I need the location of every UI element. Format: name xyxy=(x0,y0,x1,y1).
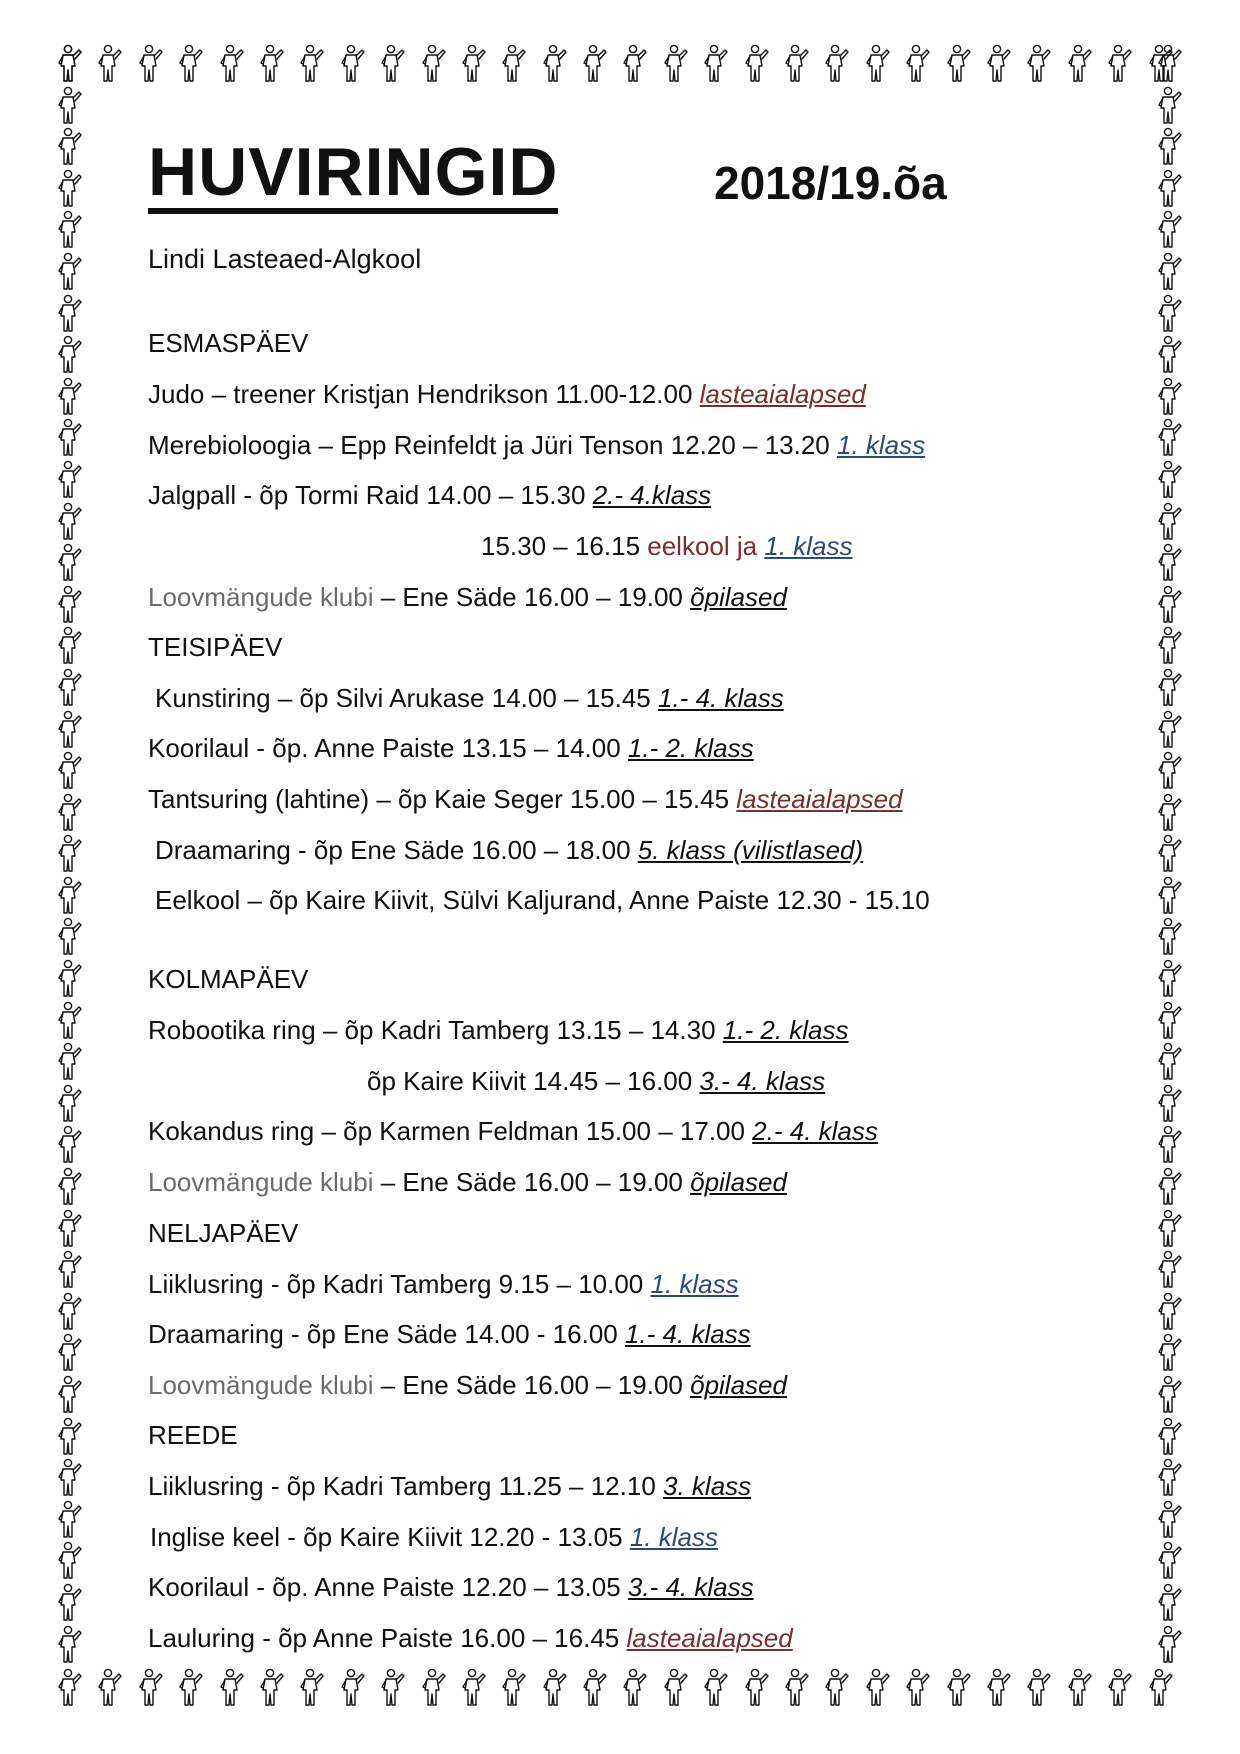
group-note: 3. klass xyxy=(663,1471,752,1501)
border-right xyxy=(1152,44,1192,1666)
person-figure-icon xyxy=(739,1668,779,1710)
person-figure-icon xyxy=(92,44,132,86)
school-year: 2018/19.õa xyxy=(714,157,947,209)
person-figure-icon xyxy=(52,793,92,835)
person-figure-icon xyxy=(52,917,92,959)
school-name: Lindi Lasteaed-Algkool xyxy=(148,244,422,274)
person-figure-icon xyxy=(52,1583,92,1625)
person-figure-icon xyxy=(52,959,92,1001)
day-heading-friday: REEDE xyxy=(148,1420,238,1450)
person-figure-icon xyxy=(52,377,92,419)
activity-text: Liiklusring - õp Kadri Tamberg 9.15 – 10.00 xyxy=(148,1269,651,1299)
person-figure-icon xyxy=(1152,1583,1192,1625)
schedule-line xyxy=(367,1068,825,1094)
person-figure-icon xyxy=(52,1417,92,1459)
schedule-line xyxy=(148,1169,787,1195)
person-figure-icon xyxy=(1152,834,1192,876)
person-figure-icon xyxy=(1152,1458,1192,1500)
person-figure-icon xyxy=(52,834,92,876)
person-figure-icon xyxy=(52,86,92,128)
person-figure-icon xyxy=(698,1668,738,1710)
person-figure-icon xyxy=(1152,1001,1192,1043)
person-figure-icon xyxy=(52,1375,92,1417)
person-figure-icon xyxy=(860,1668,900,1710)
person-figure-icon xyxy=(1152,44,1192,86)
person-figure-icon xyxy=(173,1668,213,1710)
person-figure-icon xyxy=(1152,377,1192,419)
person-figure-icon xyxy=(860,44,900,86)
group-note: õpilased xyxy=(690,1167,787,1197)
person-figure-icon xyxy=(456,1668,496,1710)
person-figure-icon xyxy=(1152,1084,1192,1126)
person-figure-icon xyxy=(1152,710,1192,752)
person-figure-icon xyxy=(1143,1668,1183,1710)
conjunction-text: ja xyxy=(729,531,765,561)
person-figure-icon xyxy=(335,44,375,86)
person-figure-icon xyxy=(52,1001,92,1043)
person-figure-icon xyxy=(52,1333,92,1375)
person-figure-icon xyxy=(52,1209,92,1251)
person-figure-icon xyxy=(1152,252,1192,294)
person-figure-icon xyxy=(1152,1125,1192,1167)
person-figure-icon xyxy=(1152,1625,1192,1667)
person-figure-icon xyxy=(52,1458,92,1500)
group-note: 2.- 4. klass xyxy=(752,1116,878,1146)
schedule-line xyxy=(155,837,863,863)
activity-text: 15.30 – 16.15 xyxy=(481,531,648,561)
activity-text: Liiklusring - õp Kadri Tamberg 11.25 – 12.10 xyxy=(148,1471,664,1501)
border-left xyxy=(52,44,92,1666)
person-figure-icon xyxy=(52,626,92,668)
schedule-line xyxy=(148,1321,751,1347)
person-figure-icon xyxy=(1152,169,1192,211)
person-figure-icon xyxy=(1152,543,1192,585)
person-figure-icon xyxy=(456,44,496,86)
activity-text: Robootika ring – õp Kadri Tamberg 13.15 – 14.30 xyxy=(148,1015,723,1045)
club-name: Loovmängude klubi xyxy=(148,1370,374,1400)
person-figure-icon xyxy=(1152,876,1192,918)
border-top xyxy=(52,44,1183,86)
activity-text: Jalgpall - õp Tormi Raid 14.00 – 15.30 xyxy=(148,480,593,510)
person-figure-icon xyxy=(133,44,173,86)
person-figure-icon xyxy=(1021,44,1061,86)
person-figure-icon xyxy=(1152,959,1192,1001)
person-figure-icon xyxy=(1102,1668,1142,1710)
activity-text: Tantsuring (lahtine) – õp Kaie Seger 15.00 – 15.45 xyxy=(148,784,737,814)
group-note: lasteaialapsed xyxy=(736,784,903,814)
activity-text: Koorilaul - õp. Anne Paiste 13.15 – 14.00 xyxy=(148,733,628,763)
person-figure-icon xyxy=(52,1541,92,1583)
schedule-line xyxy=(148,1574,754,1600)
person-figure-icon xyxy=(1152,1541,1192,1583)
day-heading-thursday: NELJAPÄEV xyxy=(148,1218,299,1248)
person-figure-icon xyxy=(1152,1167,1192,1209)
person-figure-icon xyxy=(819,1668,859,1710)
group-note: 2.- 4.klass xyxy=(592,480,712,510)
person-figure-icon xyxy=(52,543,92,585)
person-figure-icon xyxy=(52,1167,92,1209)
group-note: lasteaialapsed xyxy=(626,1623,793,1653)
person-figure-icon xyxy=(1152,460,1192,502)
club-name: Loovmängude klubi xyxy=(148,582,374,612)
group-note: 1. klass xyxy=(764,531,853,561)
person-figure-icon xyxy=(52,1084,92,1126)
person-figure-icon xyxy=(416,44,456,86)
person-figure-icon xyxy=(52,1500,92,1542)
person-figure-icon xyxy=(496,1668,536,1710)
person-figure-icon xyxy=(52,710,92,752)
person-figure-icon xyxy=(496,44,536,86)
person-figure-icon xyxy=(52,210,92,252)
person-figure-icon xyxy=(1152,668,1192,710)
person-figure-icon xyxy=(577,1668,617,1710)
person-figure-icon xyxy=(1152,751,1192,793)
person-figure-icon xyxy=(941,44,981,86)
person-figure-icon xyxy=(1021,1668,1061,1710)
person-figure-icon xyxy=(52,502,92,544)
schedule-line xyxy=(150,1524,718,1550)
person-figure-icon xyxy=(1152,793,1192,835)
person-figure-icon xyxy=(981,1668,1021,1710)
person-figure-icon xyxy=(1152,127,1192,169)
schedule-line xyxy=(148,1372,787,1398)
club-name: Loovmängude klubi xyxy=(148,1167,374,1197)
schedule-line xyxy=(148,381,866,407)
activity-text: Lauluring - õp Anne Paiste 16.00 – 16.45 xyxy=(148,1623,627,1653)
activity-text: Koorilaul - õp. Anne Paiste 12.20 – 13.05 xyxy=(148,1572,628,1602)
person-figure-icon xyxy=(52,418,92,460)
person-figure-icon xyxy=(698,44,738,86)
group-note: 1.- 2. klass xyxy=(722,1015,849,1045)
person-figure-icon xyxy=(1102,44,1142,86)
group-note: lasteaialapsed xyxy=(699,379,866,409)
activity-text: – Ene Säde 16.00 – 19.00 xyxy=(373,1370,691,1400)
group-note: 1.- 4. klass xyxy=(658,683,784,713)
person-figure-icon xyxy=(294,1668,334,1710)
person-figure-icon xyxy=(537,1668,577,1710)
activity-text: – Ene Säde 16.00 – 19.00 xyxy=(373,582,691,612)
person-figure-icon xyxy=(1152,418,1192,460)
person-figure-icon xyxy=(335,1668,375,1710)
border-bottom xyxy=(52,1668,1183,1710)
activity-text: – Ene Säde 16.00 – 19.00 xyxy=(373,1167,691,1197)
activity-text: Judo – treener Kristjan Hendrikson 11.00-12.00 xyxy=(148,379,700,409)
person-figure-icon xyxy=(1152,1250,1192,1292)
person-figure-icon xyxy=(1062,44,1102,86)
group-note: 1. klass xyxy=(629,1522,718,1552)
person-figure-icon xyxy=(52,44,92,86)
person-figure-icon xyxy=(537,44,577,86)
person-figure-icon xyxy=(52,127,92,169)
page-title: HUVIRINGID xyxy=(148,138,558,214)
person-figure-icon xyxy=(52,1668,92,1710)
person-figure-icon xyxy=(981,44,1021,86)
person-figure-icon xyxy=(214,1668,254,1710)
schedule-line xyxy=(481,533,853,559)
person-figure-icon xyxy=(294,44,334,86)
person-figure-icon xyxy=(133,1668,173,1710)
person-figure-icon xyxy=(900,1668,940,1710)
person-figure-icon xyxy=(52,252,92,294)
group-note: 1.- 4. klass xyxy=(624,1319,751,1349)
person-figure-icon xyxy=(52,876,92,918)
person-figure-icon xyxy=(52,1125,92,1167)
person-figure-icon xyxy=(52,335,92,377)
person-figure-icon xyxy=(617,44,657,86)
group-note: õpilased xyxy=(690,1370,787,1400)
person-figure-icon xyxy=(52,460,92,502)
group-note: 1.- 2. klass xyxy=(627,733,754,763)
person-figure-icon xyxy=(1152,585,1192,627)
activity-text: Inglise keel - õp Kaire Kiivit 12.20 - 13.05 xyxy=(150,1522,630,1552)
person-figure-icon xyxy=(52,751,92,793)
person-figure-icon xyxy=(416,1668,456,1710)
person-figure-icon xyxy=(52,668,92,710)
person-figure-icon xyxy=(658,44,698,86)
group-note: 1. klass xyxy=(650,1269,739,1299)
person-figure-icon xyxy=(658,1668,698,1710)
person-figure-icon xyxy=(1152,335,1192,377)
person-figure-icon xyxy=(1152,502,1192,544)
person-figure-icon xyxy=(577,44,617,86)
person-figure-icon xyxy=(92,1668,132,1710)
schedule-line xyxy=(148,786,903,812)
person-figure-icon xyxy=(900,44,940,86)
person-figure-icon xyxy=(52,1042,92,1084)
schedule-line xyxy=(148,1118,878,1144)
activity-text: Kunstiring – õp Silvi Arukase 14.00 – 15.45 xyxy=(155,683,658,713)
person-figure-icon xyxy=(214,44,254,86)
group-note: 3.- 4. klass xyxy=(699,1066,826,1096)
schedule-line xyxy=(148,1625,793,1651)
person-figure-icon xyxy=(1152,1417,1192,1459)
activity-text: Kokandus ring – õp Karmen Feldman 15.00 – 17.00 xyxy=(148,1116,753,1146)
group-note: 5. klass (vilistlased) xyxy=(637,835,864,865)
person-figure-icon xyxy=(254,44,294,86)
schedule-line xyxy=(148,1473,751,1499)
person-figure-icon xyxy=(254,1668,294,1710)
person-figure-icon xyxy=(52,169,92,211)
activity-text: Eelkool – õp Kaire Kiivit, Sülvi Kaljurand, Anne Paiste 12.30 - 15.10 xyxy=(155,885,930,915)
group-note: 1. klass xyxy=(837,430,926,460)
activity-text: õp Kaire Kiivit 14.45 – 16.00 xyxy=(367,1066,700,1096)
schedule-line xyxy=(148,584,787,610)
person-figure-icon xyxy=(941,1668,981,1710)
schedule-line xyxy=(148,1017,849,1043)
person-figure-icon xyxy=(375,1668,415,1710)
person-figure-icon xyxy=(779,1668,819,1710)
activity-text: Draamaring - õp Ene Säde 16.00 – 18.00 xyxy=(155,835,638,865)
person-figure-icon xyxy=(1062,1668,1102,1710)
day-heading-wednesday: KOLMAPÄEV xyxy=(148,964,309,994)
eelkool-label: eelkool xyxy=(647,531,730,561)
person-figure-icon xyxy=(1152,1500,1192,1542)
person-figure-icon xyxy=(1152,86,1192,128)
person-figure-icon xyxy=(52,294,92,336)
person-figure-icon xyxy=(617,1668,657,1710)
person-figure-icon xyxy=(779,44,819,86)
group-note: 3.- 4. klass xyxy=(627,1572,754,1602)
person-figure-icon xyxy=(1152,626,1192,668)
person-figure-icon xyxy=(1152,1209,1192,1251)
schedule-line xyxy=(155,685,784,711)
schedule-line xyxy=(155,887,930,913)
person-figure-icon xyxy=(1152,1042,1192,1084)
person-figure-icon xyxy=(375,44,415,86)
schedule-line xyxy=(148,735,754,761)
day-heading-monday: ESMASPÄEV xyxy=(148,328,309,358)
activity-text: Merebioloogia – Epp Reinfeldt ja Jüri Tenson 12.20 – 13.20 xyxy=(148,430,837,460)
person-figure-icon xyxy=(52,585,92,627)
schedule-line xyxy=(148,1271,739,1297)
schedule-line xyxy=(148,482,711,508)
person-figure-icon xyxy=(1152,1375,1192,1417)
person-figure-icon xyxy=(739,44,779,86)
group-note: õpilased xyxy=(690,582,787,612)
person-figure-icon xyxy=(173,44,213,86)
person-figure-icon xyxy=(52,1292,92,1334)
day-heading-tuesday: TEISIPÄEV xyxy=(148,632,283,662)
activity-text: Draamaring - õp Ene Säde 14.00 - 16.00 xyxy=(148,1319,625,1349)
person-figure-icon xyxy=(1152,210,1192,252)
person-figure-icon xyxy=(52,1625,92,1667)
person-figure-icon xyxy=(1152,1333,1192,1375)
person-figure-icon xyxy=(1152,294,1192,336)
person-figure-icon xyxy=(52,1250,92,1292)
person-figure-icon xyxy=(1152,917,1192,959)
person-figure-icon xyxy=(1152,1292,1192,1334)
schedule-line xyxy=(148,432,925,458)
person-figure-icon xyxy=(819,44,859,86)
